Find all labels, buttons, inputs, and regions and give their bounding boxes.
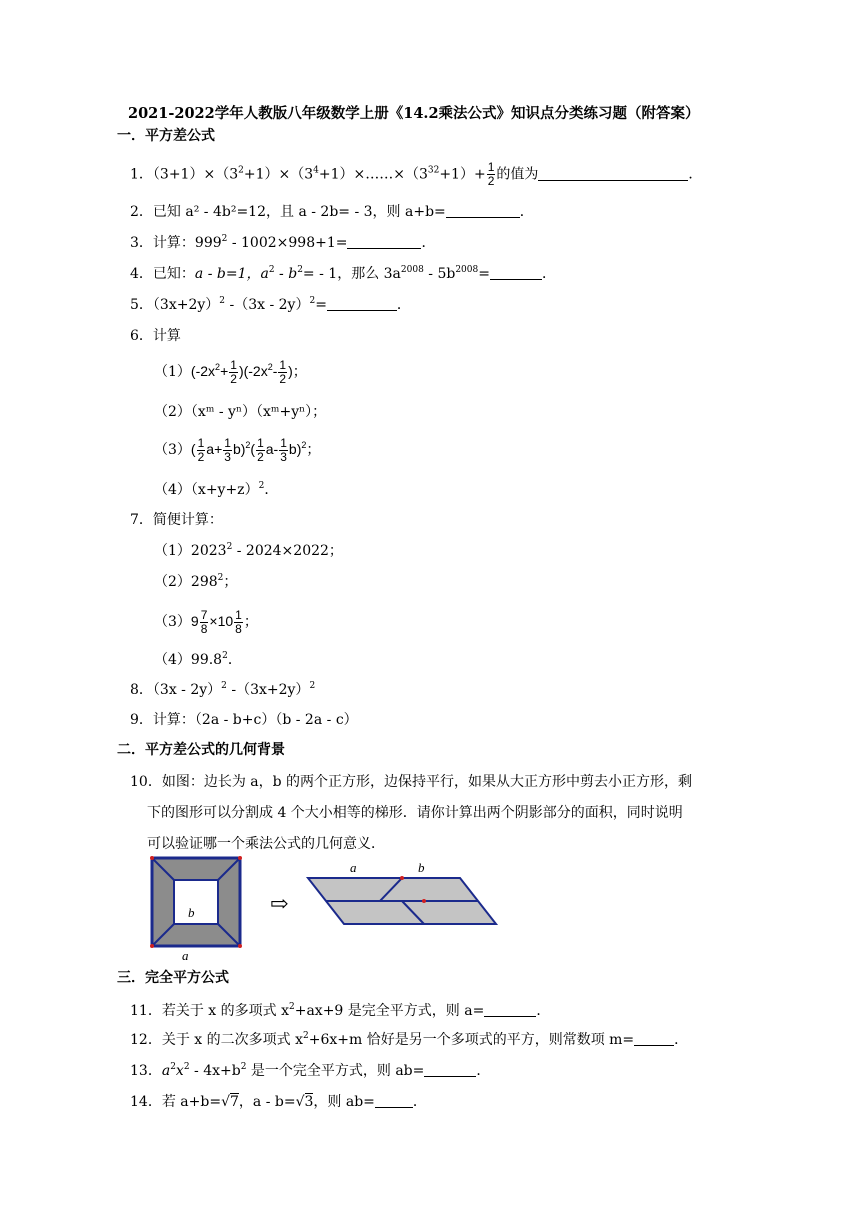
- sqrt-icon: √: [295, 1094, 305, 1110]
- section-heading-1: 一．平方差公式: [117, 128, 215, 144]
- question-9: 9．计算：（2a - b+c）（b - 2a - c）: [130, 712, 358, 728]
- answer-blank[interactable]: [634, 1031, 674, 1046]
- question-12: 12．关于 x 的二次多项式 $x^2+6x+m$ 恰好是另一个多项式的平方，则常数项 m= ．: [130, 1031, 689, 1048]
- label-a: a: [350, 860, 357, 875]
- question-10-line-3: 可以验证哪一个乘法公式的几何意义．: [147, 836, 385, 852]
- answer-blank[interactable]: [484, 1002, 536, 1017]
- answer-blank[interactable]: [538, 166, 688, 181]
- question-1: 1．$(3+1)\times(3^2+1)\times(3^4+1)\times\dots\dots\times(3^{32}+1)+$ $\frac{1}{2}$ 的值为 ．: [130, 160, 703, 188]
- answer-blank[interactable]: [424, 1062, 476, 1077]
- question-3: 3．计算：$999^2 - 1002\times 998+1=$ ．: [130, 234, 436, 251]
- sqrt-icon: √: [221, 1094, 230, 1110]
- trapezoid-figure: [300, 856, 500, 928]
- fraction: $\frac{1}{2}$: [487, 160, 495, 188]
- square-figure: [146, 854, 250, 962]
- question-13: 13．$a^2x^2 - 4x+b^2$ 是一个完全平方式，则 ab= ．: [130, 1062, 491, 1079]
- question-10-line-1: 10．如图：边长为 a，b 的两个正方形，边保持平行，如果从大正方形中剪去小正方形，剩: [130, 774, 693, 790]
- answer-blank[interactable]: [347, 234, 421, 249]
- question-10-line-2: 下的图形可以分割成 4 个大小相等的梯形．请你计算出两个阴影部分的面积，同时说明: [147, 805, 683, 821]
- question-6-item-4: $(4)(x+y+z)^2$．: [154, 481, 279, 498]
- question-6: 6．计算: [130, 328, 181, 344]
- question-5: 5．$(3x+2y)^2$ -（3x - 2y）$^2$= ．: [130, 296, 411, 313]
- label-b: b: [188, 905, 195, 920]
- answer-blank[interactable]: [375, 1093, 413, 1108]
- question-6-item-1: $(1)(-2x^2+$ $\frac{1}{2}$ )($-2x^2-$ $\frac{1}{2}$ )；: [154, 358, 307, 386]
- question-7-item-2: $(2)298^2$；: [154, 573, 238, 590]
- label-b: b: [418, 860, 425, 875]
- page-title: 2021-2022学年人教版八年级数学上册《14.2乘法公式》知识点分类练习题（附答案）: [128, 105, 700, 122]
- answer-blank[interactable]: [446, 203, 520, 218]
- question-8: 8．（3x - 2y）$^2$ $-(3x+2y)^2$: [130, 681, 316, 698]
- question-11: 11．若关于 x 的多项式 $x^2+ax+9$ 是完全平方式，则 a= ．: [130, 1002, 551, 1019]
- question-7-item-4: （4）99.8$^2$．: [154, 651, 242, 668]
- section-heading-2: 二．平方差公式的几何背景: [117, 742, 285, 758]
- question-7-item-1: （1）2023$^2$ - 2024×2022；: [154, 542, 343, 559]
- question-6-item-3: （3）( $\frac{1}{2}$ a+ $\frac{1}{3}$ b)$^2$( $\frac{1}{2}$ a- $\frac{1}{3}$ b)$^2$；: [154, 436, 321, 464]
- question-4: 4．已知：a - b=1，$a^2 - b^2= - 1$，那么 $3a^{2008} - 5b^{2008}=$ ．: [130, 265, 556, 282]
- question-2: 2．已知 a² - 4b²=12，且 a - 2b= - 3，则 a+b= ．: [130, 204, 534, 220]
- arrow-icon: ⇨: [270, 892, 289, 917]
- question-7: 7．简便计算：: [130, 512, 223, 528]
- question-6-item-2: （2）（xᵐ - yⁿ）（xᵐ+yⁿ）；: [154, 404, 327, 420]
- label-a: a: [182, 948, 189, 962]
- question-14: 14．若 a+b=√7，a - b=√3，则 ab= ．: [130, 1094, 427, 1110]
- question-7-item-3: （3）9 $\frac{7}{8}$ ×10 $\frac{1}{8}$ ；: [154, 608, 258, 636]
- answer-blank[interactable]: [490, 265, 542, 280]
- section-heading-3: 三．完全平方公式: [117, 970, 229, 986]
- answer-blank[interactable]: [327, 296, 397, 311]
